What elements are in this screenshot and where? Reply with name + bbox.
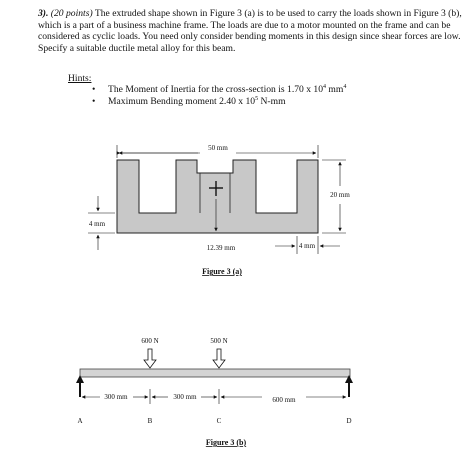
support-a-arrow [76, 375, 84, 397]
point-label-a: A [77, 417, 83, 425]
figure-a-caption: Figure 3 (a) [202, 267, 242, 276]
dim-centroid-label: 12.39 mm [206, 244, 236, 252]
cross-section-shape [117, 160, 318, 233]
problem-body: The extruded shape shown in Figure 3 (a) is to be used to carry the loads shown in Figure 3 (b), which is a part of a business machine frame. The loads are due to a motor mounted on the frame and can be considered as cyclic loads. You need only consider bending moments in this design since shear forces are low. Specify a suitable ductile metal alloy for this beam. [38, 8, 462, 54]
hint-moment-of-inertia: • The Moment of Inertia for the cross-section is 1.70 x $10^4$ $mm^4$ [92, 84, 452, 96]
dim-flange-label: 4 mm [298, 242, 316, 250]
span-label-cd: 600 mm [272, 396, 296, 404]
cross-section-figure [88, 144, 350, 276]
point-label-c: C [216, 417, 222, 425]
problem-number: 3). [38, 8, 49, 19]
hints-label: Hints: [68, 73, 92, 84]
support-d-arrow [345, 375, 353, 397]
span-label-bc: 300 mm [173, 393, 197, 401]
load-arrow-c [213, 349, 225, 368]
beam [80, 369, 350, 377]
span-label-ab: 300 mm [104, 393, 128, 401]
point-label-d: D [346, 417, 352, 425]
dim-height-label: 20 mm [330, 191, 350, 199]
beam-figure [76, 337, 353, 447]
load-arrow-b [144, 349, 156, 368]
figure-b-caption: Figure 3 (b) [205, 438, 247, 447]
load-label-b: 600 N [141, 337, 159, 345]
load-label-c: 500 N [210, 337, 228, 345]
problem-points: (20 points) [50, 8, 93, 19]
dim-width-label: 50 mm [208, 144, 228, 152]
point-label-b: B [147, 417, 153, 425]
hint-max-bending-moment: • Maximum Bending moment 2.40 x $10^5$ N-mm [92, 96, 452, 108]
dim-base-label: 4 mm [88, 220, 106, 228]
